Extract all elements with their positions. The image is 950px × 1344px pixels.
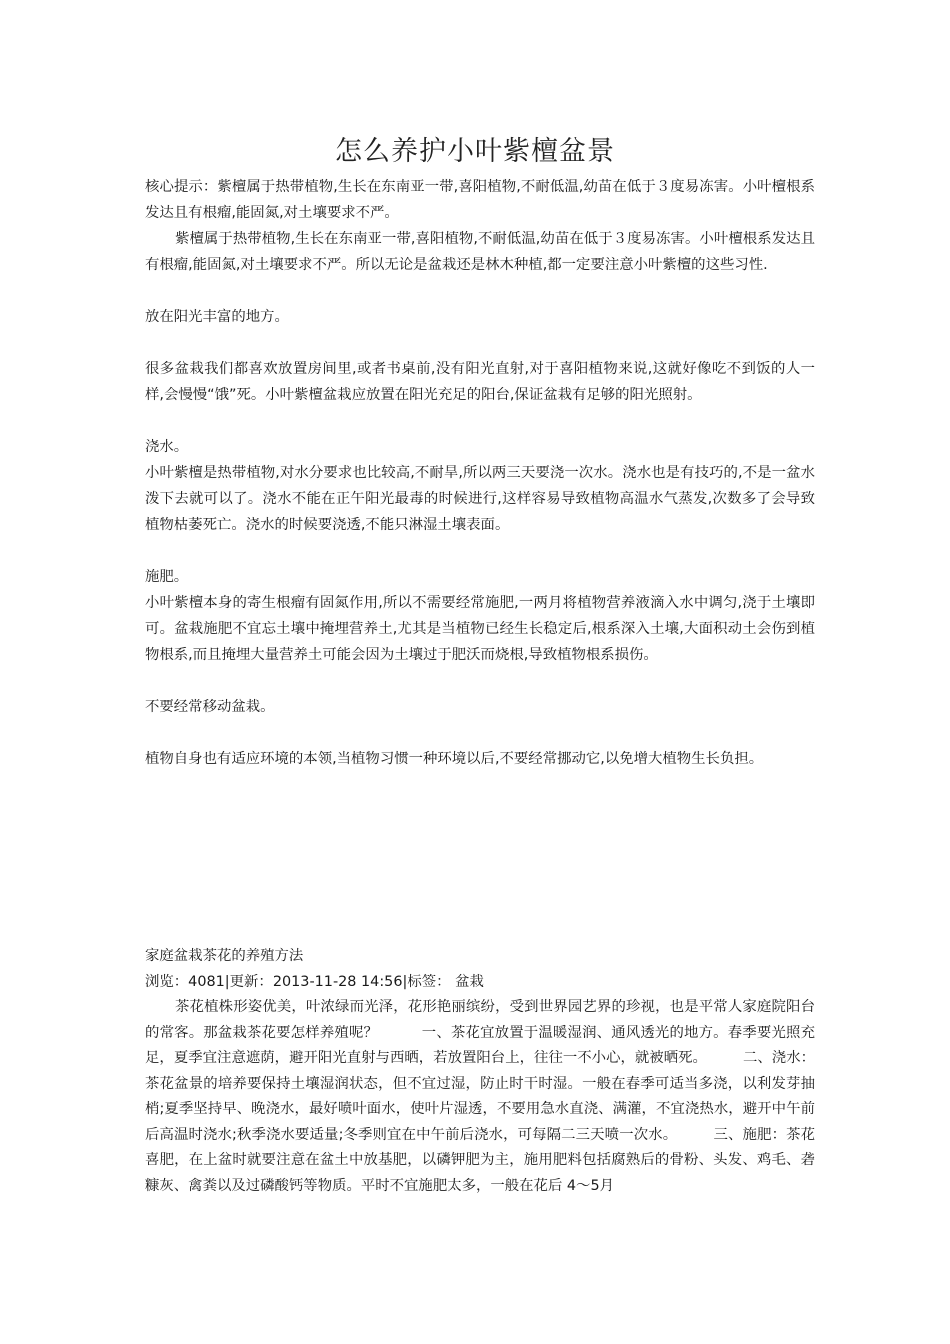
intro-paragraph: 紫檀属于热带植物,生长在东南亚一带,喜阳植物,不耐低温,幼苗在低于３度易冻害。小叶檀根系发达且有根瘤,能固氮,对土壤要求不严。所以无论是盆栽还是林木种植,都一定要注意小叶紫檀的这些习性. [145,231,815,273]
second-article-body: 茶花植株形姿优美，叶浓绿而光泽，花形艳丽缤纷，受到世界园艺界的珍视，也是平常人家庭院阳台的常客。那盆栽茶花要怎样养殖呢？ 一、茶花宜放置于温暖湿润、通风透光的地方。春季要光照充足，夏季宜注意遮荫，避开阳光直射与西晒，若放置阳台上，往往一不小心，就被晒死。 二、浇水：茶花盆景的培养要保持土壤湿润状态，但不宜过湿，防止时干时湿。一般在春季可适当多浇，以利发芽抽梢;夏季坚持早、晚浇水，最好喷叶面水，使叶片湿透，不要用急水直浇、满灌，不宜浇热水，避开中午前后高温时浇水;秋季浇水要适量;冬季则宜在中午前后浇水，可每隔二三天喷一次水。 三、施肥：茶花喜肥，在上盆时就要注意在盆土中放基肥，以磷钾肥为主，施用肥料包括腐熟后的骨粉、头发、鸡毛、砻糠灰、禽粪以及过磷酸钙等物质。平时不宜施肥太多，一般在花后 4～5月 [145,999,815,1194]
spacer [145,278,815,304]
section-text: 小叶紫檀本身的寄生根瘤有固氮作用,所以不需要经常施肥,一两月将植物营养液滴入水中调匀,浇于土壤即可。盆栽施肥不宜忘土壤中掩埋营养土,尤其是当植物已经生长稳定后,根系深入土壤,大面积动土会伤到植物根系,而且掩埋大量营养土可能会因为土壤过于肥沃而烧根,导致植物根系损伤。 [145,595,815,663]
spacer [145,408,815,434]
section-heading: 浇水。 [145,439,189,455]
summary-paragraph: 核心提示：紫檀属于热带植物,生长在东南亚一带,喜阳植物,不耐低温,幼苗在低于３度易冻害。小叶檀根系发达且有根瘤,能固氮,对土壤要求不严。 [145,179,815,221]
article-body [145,174,815,772]
second-article [145,944,815,1199]
section-heading: 放在阳光丰富的地方。 [145,309,289,325]
section-text: 植物自身也有适应环境的本领,当植物习惯一种环境以后,不要经常挪动它,以免增大植物生长负担。 [145,751,764,767]
spacer [145,538,815,564]
spacer [145,668,815,694]
spacer [145,720,815,746]
spacer [145,330,815,356]
section-text: 小叶紫檀是热带植物,对水分要求也比较高,不耐旱,所以两三天要浇一次水。浇水也是有技巧的,不是一盆水泼下去就可以了。浇水不能在正午阳光最毒的时候进行,这样容易导致植物高温水气蒸发,次数多了会导致植物枯萎死亡。浇水的时候要浇透,不能只淋湿土壤表面。 [145,465,815,533]
second-article-title: 家庭盆栽茶花的养殖方法 [145,948,304,964]
article-title: 怎么养护小叶紫檀盆景 [335,136,615,167]
second-article-meta: 浏览：4081|更新：2013-11-28 14:56|标签： 盆栽 [145,973,484,990]
section-text: 很多盆栽我们都喜欢放置房间里,或者书桌前,没有阳光直射,对于喜阳植物来说,这就好像吃不到饭的人一样,会慢慢“饿”死。小叶紫檀盆栽应放置在阳光充足的阳台,保证盆栽有足够的阳光照射。 [145,361,815,403]
section-heading: 不要经常移动盆栽。 [145,699,275,715]
section-heading: 施肥。 [145,569,189,585]
